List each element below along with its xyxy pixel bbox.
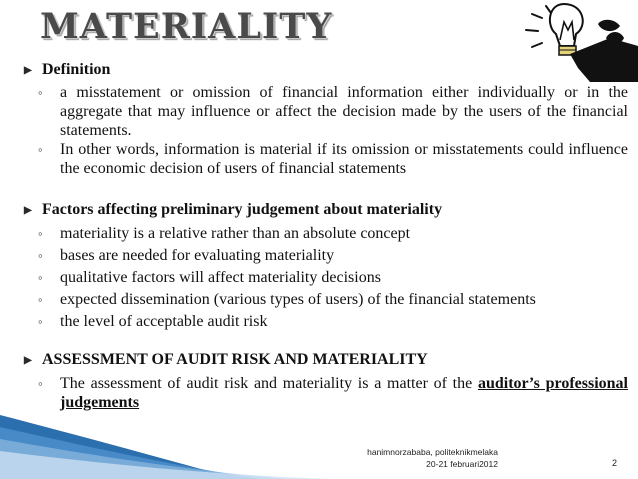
ring-bullet-icon: ◦ xyxy=(38,376,43,391)
ring-bullet-icon: ◦ xyxy=(38,314,43,329)
ring-bullet-icon: ◦ xyxy=(38,226,43,241)
arrow-bullet-icon: ▶ xyxy=(24,205,32,216)
list-item: ◦ bases are needed for evaluating materiality xyxy=(38,247,335,264)
ring-bullet-icon: ◦ xyxy=(38,248,43,263)
arrow-bullet-icon: ▶ xyxy=(24,355,32,366)
footer-date: 20-21 februari2012 xyxy=(426,459,498,469)
ring-bullet-icon: ◦ xyxy=(38,292,43,307)
section-assessment xyxy=(24,350,628,371)
list-item: ◦ the level of acceptable audit risk xyxy=(38,313,268,330)
list-item: ◦ The assessment of audit risk and materiality is a matter of the auditor’s professional judgements xyxy=(38,375,629,411)
section-heading: Definition xyxy=(42,61,111,78)
list-item: ◦ In other words, information is material if its omission or misstatements could influence the economic decision of users of financial statements xyxy=(38,141,628,177)
ring-bullet-icon: ◦ xyxy=(38,142,43,157)
footer-credit xyxy=(318,446,498,470)
section-factors xyxy=(24,200,628,221)
list-item: ◦ a misstatement or omission of financial information either individually or in the aggregate that may influence or affect the decision made by the users of the financial statements. xyxy=(38,84,628,139)
slide-title: MATERIALITY xyxy=(40,6,333,47)
page-number: 2 xyxy=(612,458,618,468)
section-heading: Factors affecting preliminary judgement about materiality xyxy=(42,201,443,218)
list-item: ◦ materiality is a relative rather than an absolute concept xyxy=(38,225,411,242)
section-definition xyxy=(24,60,628,81)
list-item: ◦ expected dissemination (various types of users) of the financial statements xyxy=(38,291,536,308)
footer-author: hanimnorzababa, politeknikmelaka xyxy=(367,447,498,457)
ring-bullet-icon: ◦ xyxy=(38,270,43,285)
ring-bullet-icon: ◦ xyxy=(38,85,43,100)
slide-content xyxy=(24,60,628,412)
arrow-bullet-icon: ▶ xyxy=(24,65,32,76)
list-item: ◦ qualitative factors will affect materiality decisions xyxy=(38,269,381,286)
emphasis-text: auditor’s professional judgements xyxy=(60,375,629,411)
section-heading: ASSESSMENT OF AUDIT RISK AND MATERIALITY xyxy=(42,351,428,368)
